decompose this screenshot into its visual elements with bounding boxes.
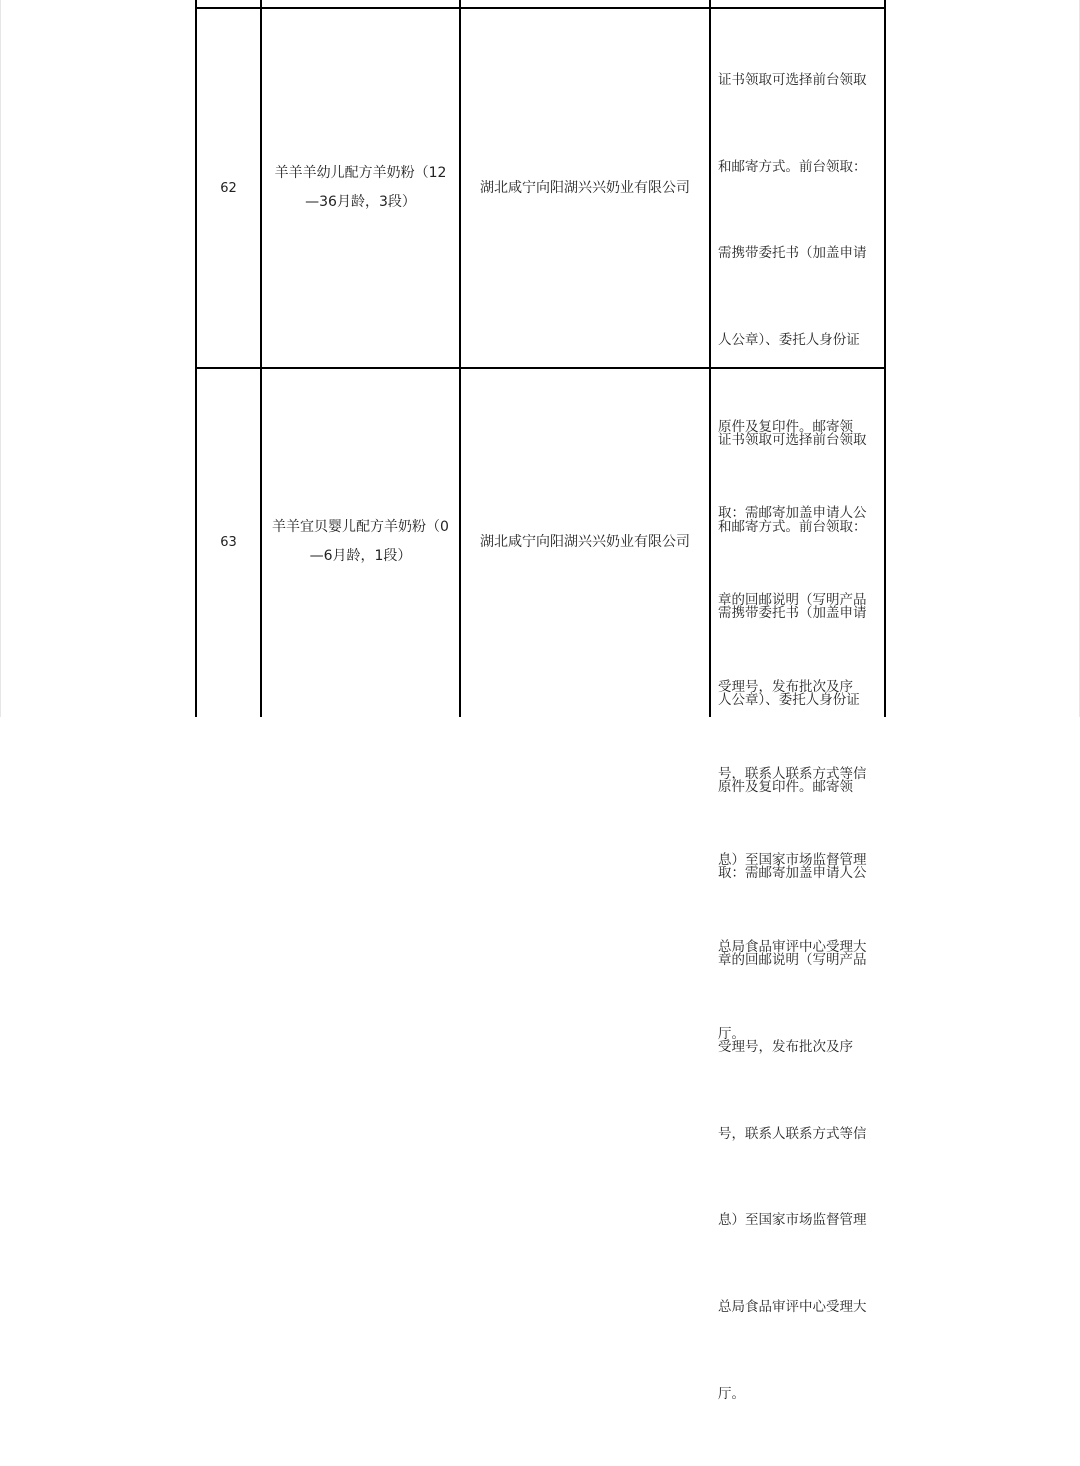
product-name: 羊羊宜贝婴儿配方羊奶粉（0—6月龄，1段） (272, 519, 449, 564)
notes-line: 需携带委托书（加盖申请 (718, 245, 867, 262)
notes-line: 人公章）、委托人身份证 (718, 331, 860, 348)
notes-line: 总局食品审评中心受理大 (718, 939, 867, 955)
table-border-right (884, 0, 886, 717)
notes-line: 总局食品审评中心受理大 (718, 1299, 867, 1315)
column-divider-company (709, 0, 711, 717)
notes-line: 号，联系人联系方式等信 (718, 1125, 867, 1142)
company-name: 湖北咸宁向阳湖兴兴奶业有限公司 (480, 179, 690, 196)
notes-line: 取：需邮寄加盖申请人公 (718, 865, 867, 882)
notes-line: 原件及复印件。邮寄领 (718, 418, 853, 435)
notes-line: 厅。 (718, 1385, 745, 1402)
notes-line: 受理号，发布批次及序 (718, 678, 853, 695)
company-name: 湖北咸宁向阳湖兴兴奶业有限公司 (480, 533, 690, 550)
notes-line: 号，联系人联系方式等信 (718, 765, 867, 782)
notes-line: 需携带委托书（加盖申请 (718, 605, 867, 622)
notes-line: 受理号，发布批次及序 (718, 1038, 853, 1055)
notes-line: 证书领取可选择前台领取 (718, 431, 867, 448)
row-number: 62 (220, 180, 237, 196)
notes-line: 和邮寄方式。前台领取： (718, 158, 867, 175)
notes-line: 人公章）、委托人身份证 (718, 691, 860, 708)
certificate-notes (718, 368, 880, 1466)
notes-line: 息）至国家市场监督管理 (718, 1212, 867, 1229)
notes-line: 厅。 (718, 1025, 745, 1042)
notes-line: 证书领取可选择前台领取 (718, 71, 867, 88)
row-number: 63 (220, 534, 237, 550)
product-name: 羊羊羊幼儿配方羊奶粉（12—36月龄，3段） (274, 165, 447, 210)
notes-line: 取：需邮寄加盖申请人公 (718, 505, 867, 522)
notes-line: 和邮寄方式。前台领取： (718, 518, 867, 535)
notes-line: 章的回邮说明（写明产品 (718, 952, 867, 969)
notes-line: 息）至国家市场监督管理 (718, 852, 867, 869)
notes-line: 原件及复印件。邮寄领 (718, 778, 853, 795)
page-edge-left (0, 0, 1, 717)
notes-line: 章的回邮说明（写明产品 (718, 592, 867, 609)
